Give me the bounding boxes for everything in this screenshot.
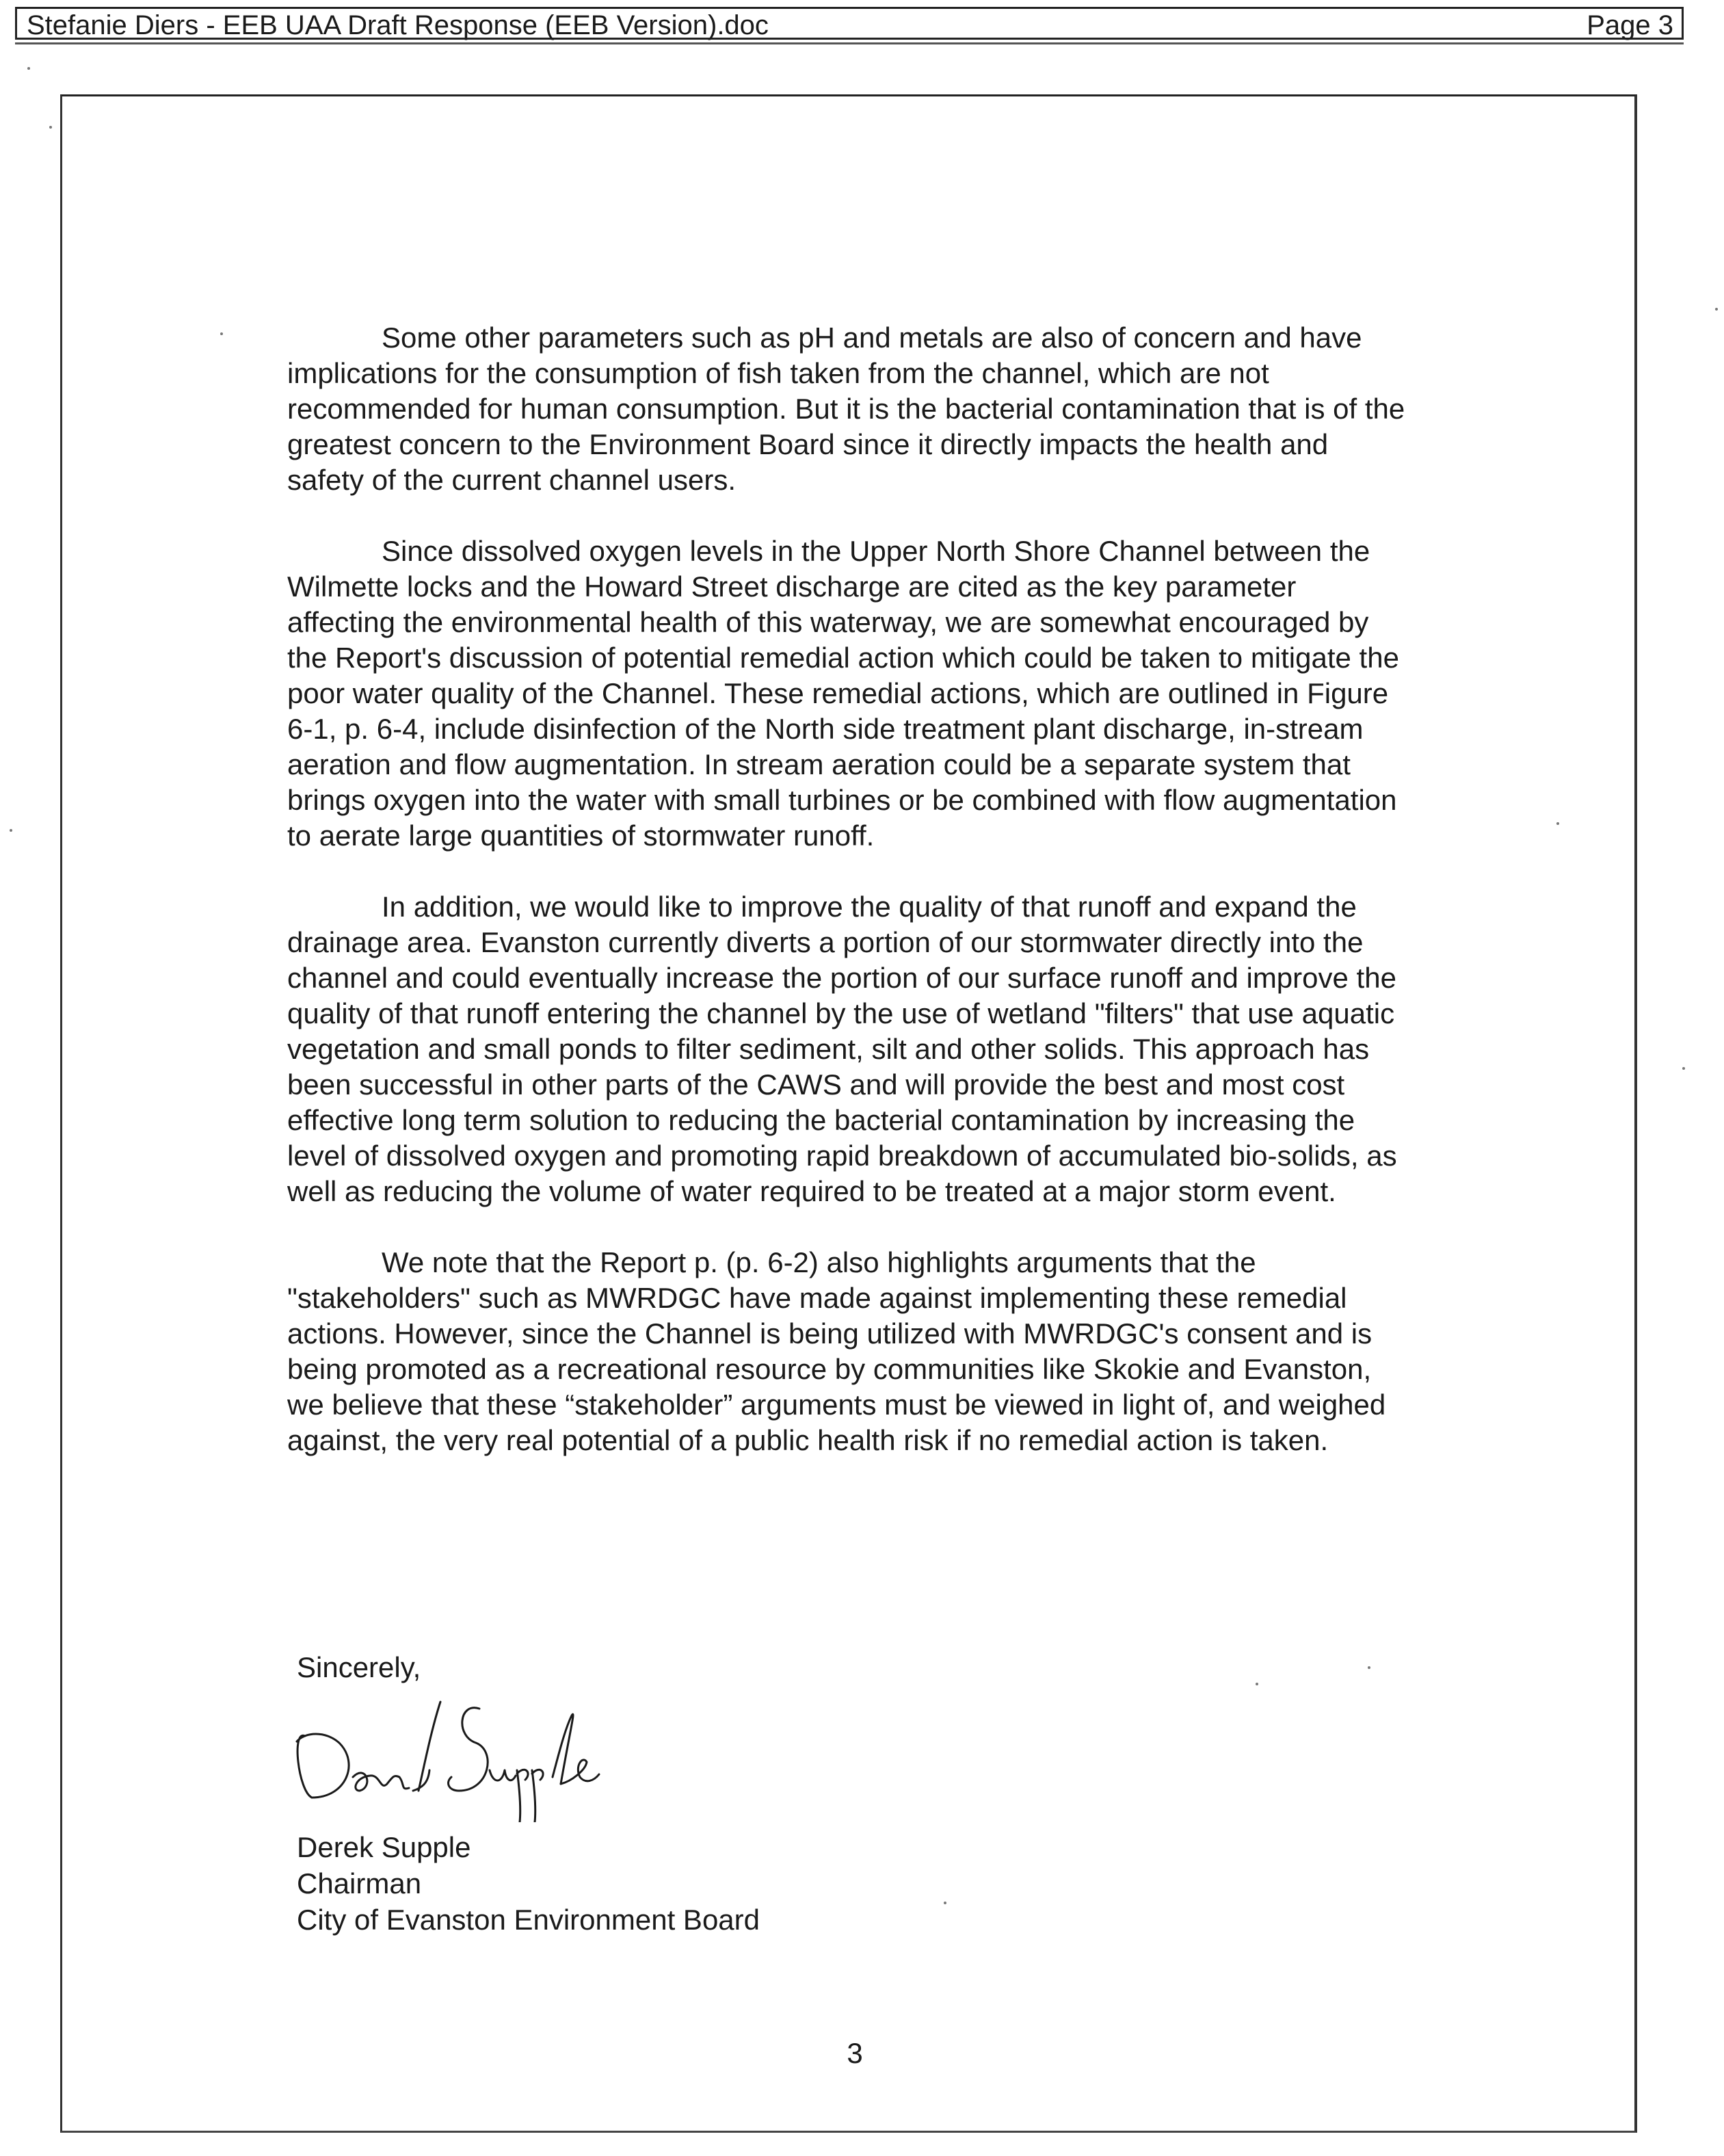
page-number: 3 (847, 2037, 863, 2069)
paragraph-dissolved-oxygen: Since dissolved oxygen levels in the Upper North Shore Channel between the Wilmette locks and the Howard Street discharge are cited as the key parameter affecting the environmental health of this waterway, we are somewhat encouraged by the Report's discussion of potential remedial action which could be taken to mitigate the poor water quality of the Channel. These remedial actions, which are outlined in Figure 6-1, p. 6-4, include disinfection of the North side treatment plant discharge, in-stream aeration and flow augmentation. In stream aeration could be a separate system that brings oxygen into the water with small turbines or be combined with flow augmentation to aerate large quantities of stormwater runoff. (287, 535, 1399, 852)
header-rule (15, 42, 1684, 44)
letter-body (287, 320, 1409, 1494)
paragraph-stakeholders: We note that the Report p. (p. 6-2) also highlights arguments that the "stakeholders" such as MWRDGC have made against implementing these remedial actions. However, since the Channel is being utilized with MWRDGC's consent and is being promoted as a recreational resource by communities like Skokie and Evanston, we believe that these “stakeholder” arguments must be viewed in light of, and weighed against, the very real potential of a public health risk if no remedial action is taken. (287, 1246, 1386, 1456)
signature-image (284, 1688, 613, 1822)
scan-speck (1556, 822, 1559, 825)
signature-block (297, 1829, 760, 1938)
paragraph-contaminants: Some other parameters such as pH and metals are also of concern and have implications for the consumption of fish taken from the channel, which are not recommended for human consumption. But it is the bacterial contamination that is of the greatest concern to the Environment Board since it directly impacts the health and safety of the current channel users. (287, 321, 1405, 496)
signer-title: Chairman (297, 1867, 422, 1899)
scan-speck (49, 126, 52, 129)
scan-speck (27, 67, 30, 70)
signer-organization: City of Evanston Environment Board (297, 1904, 760, 1936)
document-title: Stefanie Diers - EEB UAA Draft Response (EEB Version).doc (27, 10, 769, 40)
document-header (15, 7, 1684, 40)
scan-speck (1682, 1067, 1685, 1070)
paragraph-runoff: In addition, we would like to improve the quality of that runoff and expand the drainage area. Evanston currently diverts a portion of our stormwater directly into the channel and could eventually increase the portion of our surface runoff and improve the quality of that runoff entering the channel by the use of wetland "filters" that use aquatic vegetation and small ponds to filter sediment, silt and other solids. This approach has been successful in other parts of the CAWS and will provide the best and most cost effective long term solution to reducing the bacterial contamination by increasing the level of dissolved oxygen and promoting rapid breakdown of accumulated bio-solids, as well as reducing the volume of water required to be treated at a major storm event. (287, 891, 1397, 1207)
signer-name: Derek Supple (297, 1831, 471, 1863)
scan-speck (1368, 1666, 1370, 1669)
scan-speck (1715, 308, 1718, 311)
scan-speck (1256, 1683, 1258, 1685)
page-label: Page 3 (1587, 10, 1673, 40)
scan-speck (944, 1902, 946, 1904)
salutation: Sincerely, (297, 1651, 421, 1683)
scan-speck (220, 332, 223, 335)
scan-speck (10, 829, 12, 832)
